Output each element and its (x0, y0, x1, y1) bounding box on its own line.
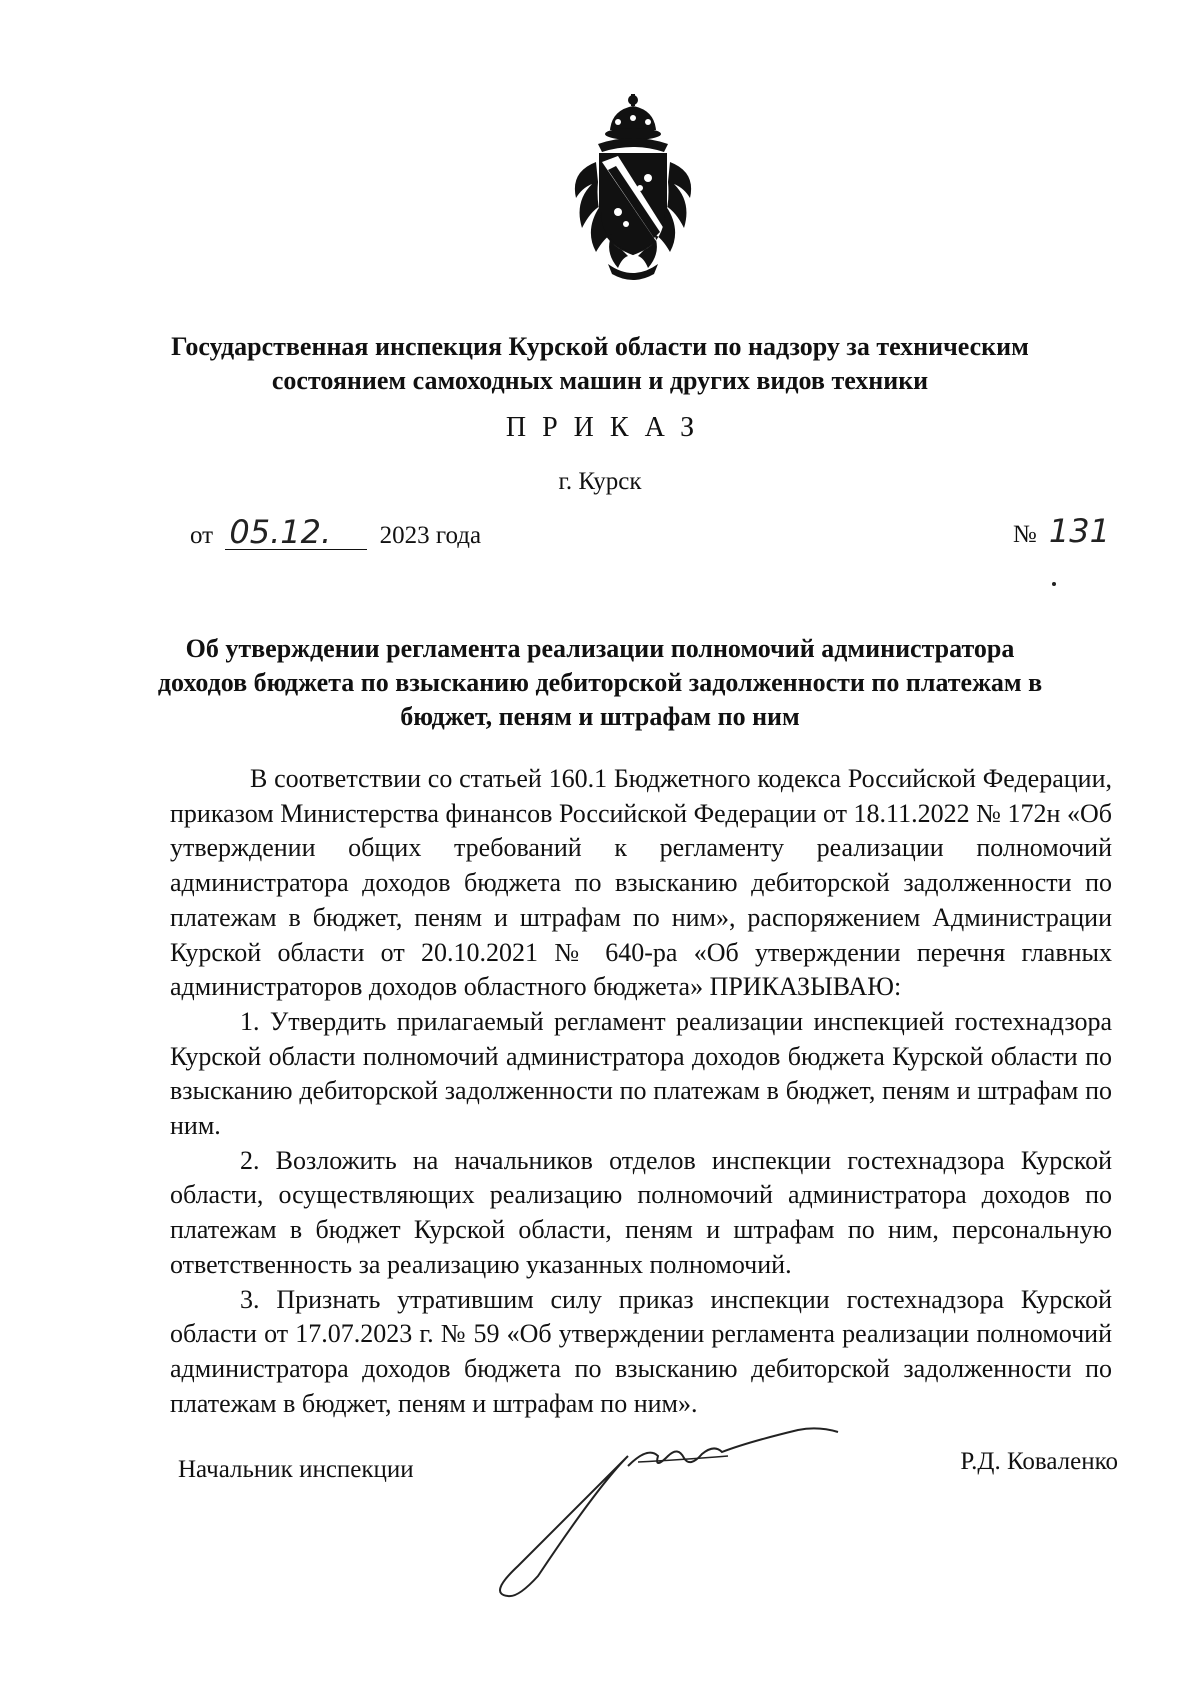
order-item-2: 2. Возложить на начальников отделов инспекции гостехнадзора Курской области, осуществляющих реализацию полномочий администратора доходов по платежам в бюджет Курской области, пеням и штрафам по ним, персональную ответственность за реализацию указанных полномочий. (170, 1145, 1112, 1279)
date-suffix: 2023 года (379, 522, 482, 549)
order-item-3: 3. Признать утратившим силу приказ инспекции гостехнадзора Курской области от 17.07.2023 г. № 59 «Об утверждении регламента реализации полномочий администратора доходов бюджета по взысканию дебиторской задолженности по платежам в бюджет, пеням и штрафам по ним». (170, 1284, 1112, 1418)
handwritten-date: 05.12. (225, 515, 367, 550)
order-body (170, 762, 1112, 1421)
number-prefix: № (1012, 521, 1037, 548)
date-line (190, 515, 481, 550)
order-number-line (1013, 512, 1110, 550)
signatory-name: Р.Д. Коваленко (960, 1448, 1118, 1475)
signatory-position: Начальник инспекции (178, 1456, 414, 1483)
kursk-oblast-coat-of-arms-icon (548, 92, 718, 282)
date-prefix: от (190, 522, 214, 549)
handwritten-signature (478, 1426, 858, 1606)
signature-block (178, 1446, 1118, 1606)
scan-speck (1052, 582, 1056, 586)
organization-title: Государственная инспекция Курской области по надзору за техническим состоянием самоходных машин и других видов техники (171, 332, 1029, 395)
document-type-heading: ПРИКАЗ (505, 412, 711, 443)
order-item-1: 1. Утвердить прилагаемый регламент реализации инспекцией гостехнадзора Курской области полномочий администратора доходов бюджета Курской области по взысканию дебиторской задолженности по платежам в бюджет, пеням и штрафам по ним. (170, 1006, 1112, 1141)
preamble-paragraph: В соответствии со статьей 160.1 Бюджетного кодекса Российской Федерации, приказом Министерства финансов Российской Федерации от 18.11.2022 № 172н «Об утверждении общих требований к регламенту реализации полномочий администратора доходов бюджета по взысканию дебиторской задолженности по платежам в бюджет, пеням и штрафам по ним», распоряжением Администрации Курской области от 20.10.2021 № 640-ра «Об утверждении перечня главных администраторов доходов областного бюджета» ПРИКАЗЫВАЮ: (170, 764, 1112, 1002)
handwritten-order-number: 131 (1048, 512, 1110, 550)
order-subject-heading: Об утверждении регламента реализации полномочий администратора доходов бюджета по взысканию дебиторской задолженности по платежам в бюджет, пеням и штрафам по ним (157, 634, 1043, 731)
city-label: г. Курск (558, 468, 642, 495)
